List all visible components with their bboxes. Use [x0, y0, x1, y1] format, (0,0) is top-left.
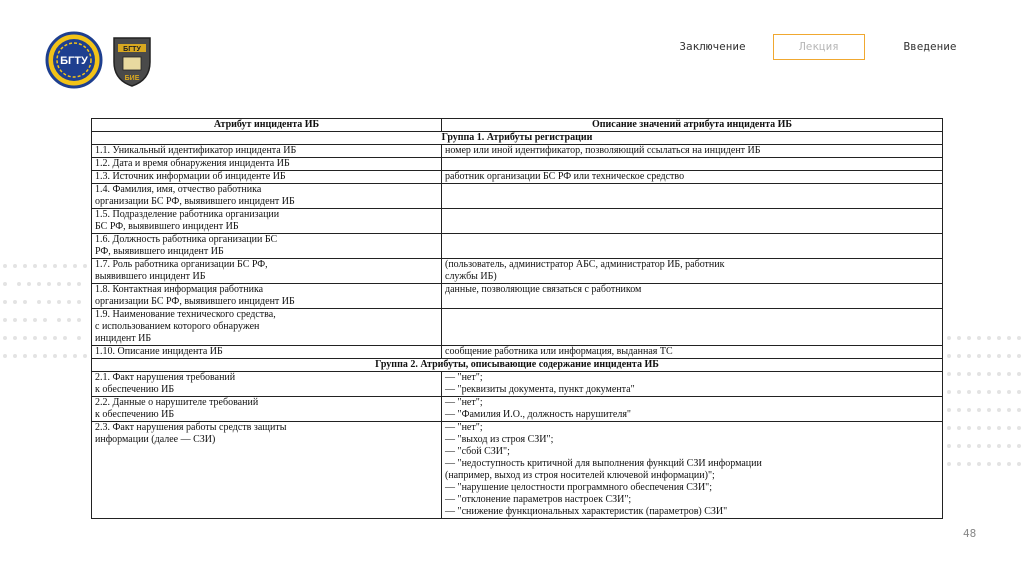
attribute-cell: 1.3. Источник информации об инциденте ИБ [92, 171, 442, 184]
decorative-dots-right [944, 330, 1024, 474]
description-cell: номер или иной идентификатор, позволяющий ссылаться на инцидент ИБ [442, 145, 943, 158]
table-row [92, 284, 943, 309]
attribute-cell: 1.2. Дата и время обнаружения инцидента ИБ [92, 158, 442, 171]
description-cell: работник организации БС РФ или техническое средство [442, 171, 943, 184]
table-row [92, 234, 943, 259]
bgtu-logo-text: БГТУ [60, 55, 88, 67]
attribute-cell: 1.8. Контактная информация работника организации БС РФ, выявившего инцидент ИБ [92, 284, 442, 309]
attribute-cell: 1.7. Роль работника организации БС РФ, выявившего инцидент ИБ [92, 259, 442, 284]
bie-logo-top-text: БГТУ [123, 46, 141, 53]
description-cell: — "нет"; — "реквизиты документа, пункт документа" [442, 372, 943, 397]
description-cell [442, 158, 943, 171]
attribute-cell: 1.4. Фамилия, имя, отчество работника организации БС РФ, выявившего инцидент ИБ [92, 184, 442, 209]
attribute-cell: 1.10. Описание инцидента ИБ [92, 346, 442, 359]
description-cell: — "нет"; — "выход из строя СЗИ"; — "сбой СЗИ"; — "недоступность критичной для выполнения функций СЗИ информации (например, выход из строя носителей ключевой информации)"; — "нарушение целостности программного обеспечения СЗИ"; — "отклонение параметров настроек СЗИ"; — "снижение функциональных характеристик (параметров) СЗИ" [442, 422, 943, 519]
description-cell [442, 184, 943, 209]
bgtu-gear-logo [44, 30, 104, 90]
bie-logo-bottom-text: БИЕ [124, 75, 140, 82]
group-row [92, 359, 943, 372]
description-cell [442, 309, 943, 346]
attribute-cell: 1.1. Уникальный идентификатор инцидента ИБ [92, 145, 442, 158]
table-row [92, 171, 943, 184]
description-cell: сообщение работника или информация, выданная ТС [442, 346, 943, 359]
description-cell: (пользователь, администратор АБС, администратор ИБ, работник службы ИБ) [442, 259, 943, 284]
table-row [92, 309, 943, 346]
header-attribute: Атрибут инцидента ИБ [92, 119, 442, 132]
bie-shield-logo [110, 32, 154, 88]
table-row [92, 145, 943, 158]
table-row [92, 346, 943, 359]
group-2-title: Группа 2. Атрибуты, описывающие содержание инцидента ИБ [92, 359, 943, 372]
table-header-row [92, 119, 943, 132]
table-row [92, 184, 943, 209]
logos [44, 30, 174, 90]
attribute-cell: 1.9. Наименование технического средства, с использованием которого обнаружен инцидент ИБ [92, 309, 442, 346]
nav-introduction-link[interactable]: Введение [903, 40, 957, 53]
table-row [92, 209, 943, 234]
decorative-dots-left [0, 258, 90, 366]
table-row [92, 158, 943, 171]
table-row [92, 259, 943, 284]
description-cell: данные, позволяющие связаться с работником [442, 284, 943, 309]
page-number: 48 [963, 527, 977, 540]
header-description: Описание значений атрибута инцидента ИБ [442, 119, 943, 132]
description-cell: — "нет"; — "Фамилия И.О., должность нарушителя" [442, 397, 943, 422]
incident-attributes-table [91, 118, 943, 519]
table-row [92, 397, 943, 422]
group-row [92, 132, 943, 145]
nav-lecture-link[interactable]: Лекция [773, 34, 865, 60]
group-1-title: Группа 1. Атрибуты регистрации [92, 132, 943, 145]
nav-conclusion-link[interactable]: Заключение [679, 40, 746, 53]
table-row [92, 422, 943, 519]
attribute-cell: 1.5. Подразделение работника организации БС РФ, выявившего инцидент ИБ [92, 209, 442, 234]
table-row [92, 372, 943, 397]
attribute-cell: 1.6. Должность работника организации БС РФ, выявившего инцидент ИБ [92, 234, 442, 259]
description-cell [442, 234, 943, 259]
description-cell [442, 209, 943, 234]
attribute-cell: 2.2. Данные о нарушителе требований к обеспечению ИБ [92, 397, 442, 422]
slide-navigation [660, 34, 980, 60]
attribute-cell: 2.1. Факт нарушения требований к обеспечению ИБ [92, 372, 442, 397]
attribute-cell: 2.3. Факт нарушения работы средств защиты информации (далее — СЗИ) [92, 422, 442, 519]
